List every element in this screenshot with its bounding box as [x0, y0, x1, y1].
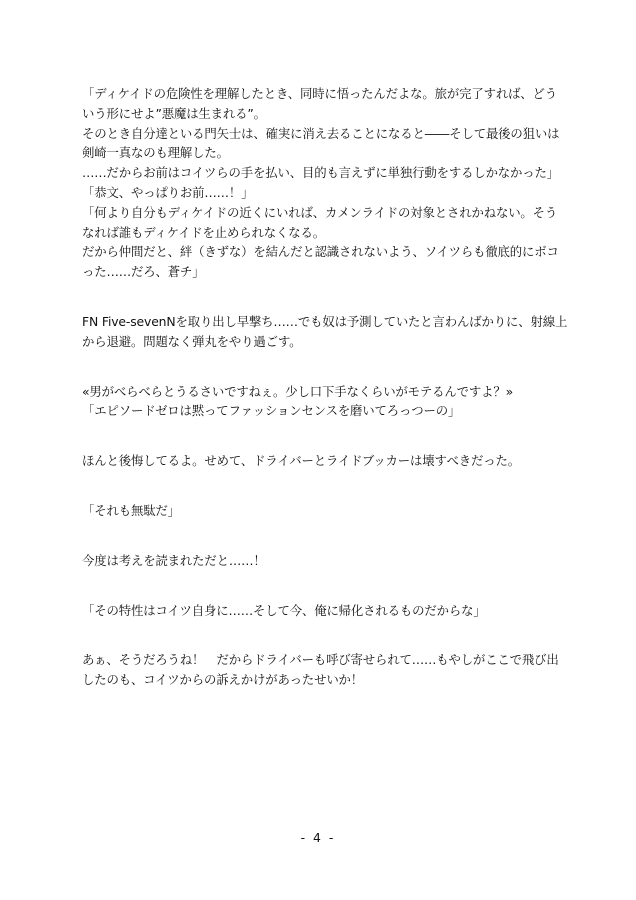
text-line: 「その特性はコイツ自身に……そして今、俺に帰化されるものだからな」 [82, 602, 486, 618]
text-line: そのとき自分達といる門矢士は、確実に消え去ることになると――そして最後の狙いは [82, 125, 560, 141]
text-line: 「何より自分もディケイドの近くにいれば、カメンライドの対象とされかねない。そう [82, 204, 558, 220]
paragraph-gap [82, 620, 562, 650]
text-line: ……だからお前はコイツらの手を払い、目的も言えずに単独行動をするしかなかった」 [82, 165, 560, 181]
body-text [82, 84, 568, 690]
text-line: あぁ、そうだろうね！ だからドライバーも呼び寄せられて……もやしがここで飛び出 [82, 652, 559, 668]
paragraph [82, 601, 562, 621]
paragraph-gap [82, 471, 562, 501]
paragraph [82, 551, 562, 571]
text-line: なれば誰もディケイドを止められなくなる。 [82, 224, 325, 240]
text-line: 「恭文、やっぱりお前……！」 [82, 184, 254, 200]
paragraph [82, 84, 562, 282]
text-line: 「ディケイドの危険性を理解したとき、同時に悟ったんだよな。旅が完了すれば、どう [82, 86, 558, 101]
paragraph-gap [82, 571, 562, 601]
text-line: «男がべらべらとうるさいですねぇ。少し口下手なくらいがモテるんですよ？» [82, 383, 514, 399]
text-line: 「それも無駄だ」 [82, 502, 180, 518]
paragraph-gap [82, 352, 562, 382]
paragraph-gap [82, 521, 562, 551]
text-line: ほんと後悔してるよ。せめて、ドライバーとライドブッカーは壊すべきだった。 [82, 453, 520, 469]
text-line: 「エピソードゼロは黙ってファッションセンスを磨いてろっつーの」 [82, 403, 461, 419]
text-line: った……だろ、蒼チ」 [82, 264, 205, 280]
text-line: 今度は考えを読まれただと……！ [82, 552, 266, 568]
text-line: 剣崎一真なのも理解した。 [82, 145, 229, 161]
text-line: から退避。問題なく弾丸をやり過ごす。 [82, 333, 302, 349]
text-line: FN Five-sevenNを取り出し早撃ち……でも奴は予測していたと言わんばかりに、射線上 [82, 313, 568, 329]
paragraph [82, 451, 562, 471]
text-line: いう形にせよ”悪魔は生まれる”。 [82, 105, 266, 121]
paragraph [82, 650, 562, 690]
text-line: だから仲間だと、絆（きずな）を結んだと認識されないよう、ソイツらも徹底的にボコ [82, 244, 559, 260]
paragraph [82, 312, 568, 352]
text-line: したのも、コイツからの訴えかけがあったせいか！ [82, 672, 364, 688]
paragraph-gap [82, 282, 562, 312]
paragraph [82, 501, 562, 521]
paragraph [82, 382, 562, 422]
paragraph-gap [82, 421, 562, 451]
page-number: - 4 - [300, 830, 336, 845]
